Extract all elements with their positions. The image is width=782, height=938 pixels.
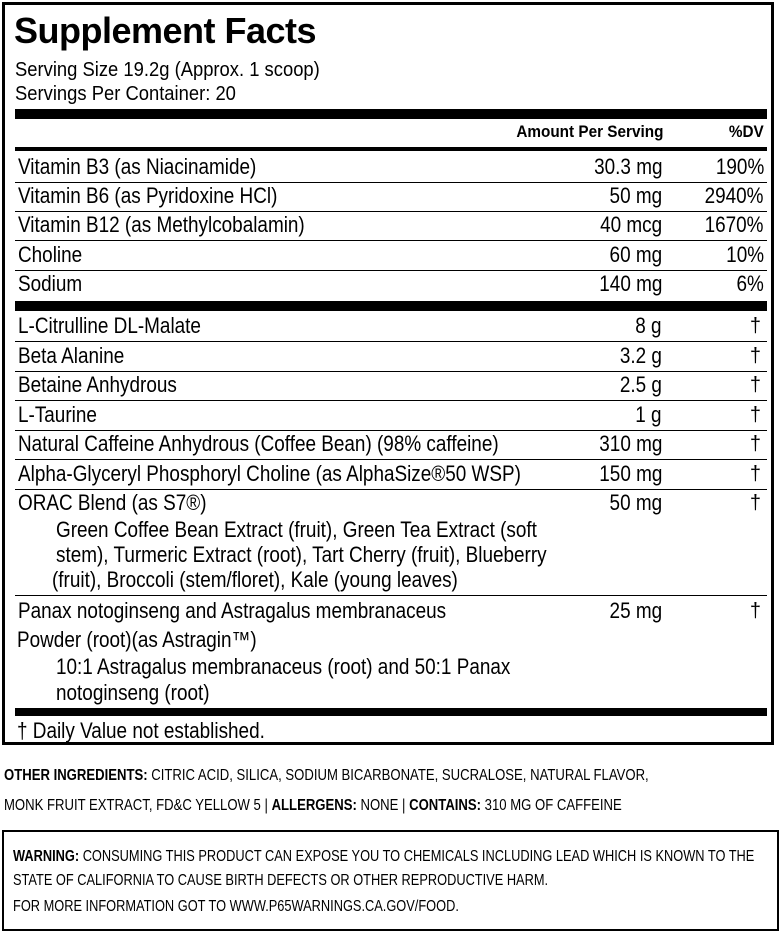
- ingredient-name: Beta Alanine: [18, 343, 125, 368]
- ingredient-amount: 25 mg: [609, 598, 662, 623]
- serving-size: Serving Size 19.2g (Approx. 1 scoop): [15, 59, 320, 81]
- servings-per-container: Servings Per Container: 20: [15, 83, 236, 105]
- blend-sub-line: notoginseng (root): [56, 680, 210, 705]
- ingredient-name-continued: Powder (root)(as Astragin™): [17, 627, 257, 652]
- nutrient-dv: 1670%: [705, 212, 764, 237]
- ingredient-amount: 2.5 g: [619, 372, 662, 397]
- warning-line3: FOR MORE INFORMATION GOT TO WWW.P65WARNINGS.CA.GOV/FOOD.: [13, 898, 459, 915]
- nutrient-name: Choline: [18, 242, 83, 267]
- blend-sub-line: 10:1 Astragalus membranaceus (root) and 50:1 Panax: [56, 654, 511, 679]
- row-divider: [15, 341, 767, 342]
- ingredient-dv: †: [749, 315, 761, 337]
- other-ingredients-text: MONK FRUIT EXTRACT, FD&C YELLOW 5: [4, 797, 261, 814]
- nutrient-amount: 50 mg: [609, 183, 662, 208]
- nutrient-amount: 40 mcg: [599, 212, 662, 237]
- thick-divider: [15, 708, 767, 716]
- ingredient-dv: †: [749, 433, 761, 455]
- nutrient-amount: 140 mg: [598, 271, 662, 296]
- ingredient-dv: †: [749, 374, 761, 396]
- other-ingredients-text: CITRIC ACID, SILICA, SODIUM BICARBONATE, SUCRALOSE, NATURAL FLAVOR,: [151, 767, 649, 784]
- nutrient-name: Vitamin B6 (as Pyridoxine HCl): [18, 183, 278, 208]
- blend-sub-line: (fruit), Broccoli (stem/floret), Kale (young leaves): [52, 567, 458, 592]
- daily-value-footnote: † Daily Value not established.: [17, 718, 265, 743]
- ingredient-amount: 310 mg: [598, 431, 662, 456]
- nutrient-amount: 30.3 mg: [593, 154, 662, 179]
- ingredient-amount: 8 g: [635, 313, 662, 338]
- contains-value: 310 MG OF CAFFEINE: [484, 797, 622, 814]
- nutrient-dv: 190%: [715, 154, 764, 179]
- other-ingredients-line1: [4, 765, 649, 787]
- ingredient-name: L-Taurine: [18, 402, 97, 427]
- row-divider: [15, 400, 767, 401]
- warning-line2: STATE OF CALIFORNIA TO CAUSE BIRTH DEFECTS OR OTHER REPRODUCTIVE HARM.: [13, 872, 549, 889]
- row-divider: [15, 595, 767, 596]
- nutrient-name: Vitamin B12 (as Methylcobalamin): [18, 212, 305, 237]
- nutrient-dv: 6%: [736, 271, 764, 296]
- thick-divider: [15, 109, 767, 119]
- ingredient-dv: †: [749, 345, 761, 367]
- ingredient-name: Alpha-Glyceryl Phosphoryl Choline (as AlphaSize®50 WSP): [18, 461, 521, 486]
- ingredient-name: Panax notoginseng and Astragalus membranaceus: [18, 598, 447, 623]
- nutrient-name: Vitamin B3 (as Niacinamide): [18, 154, 257, 179]
- row-divider: [15, 459, 767, 460]
- header-divider: [15, 147, 767, 151]
- allergens-label: ALLERGENS:: [271, 797, 357, 814]
- allergens-value: NONE: [360, 797, 399, 814]
- nutrient-dv: 2940%: [705, 183, 764, 208]
- nutrient-name: Sodium: [18, 271, 83, 296]
- warning-line1: [13, 846, 754, 868]
- blend-sub-line: stem), Turmeric Extract (root), Tart Cherry (fruit), Blueberry: [56, 542, 547, 567]
- ingredient-amount: 150 mg: [598, 461, 662, 486]
- panel-title: Supplement Facts: [14, 10, 317, 51]
- nutrient-amount: 60 mg: [609, 242, 662, 267]
- ingredient-name: Natural Caffeine Anhydrous (Coffee Bean) (98% caffeine): [18, 431, 499, 456]
- nutrient-dv: 10%: [726, 242, 764, 267]
- separator: |: [264, 797, 268, 814]
- ingredient-amount: 50 mg: [609, 490, 662, 515]
- supplement-facts-panel: [2, 2, 774, 745]
- column-header-amount: Amount Per Serving: [515, 122, 663, 141]
- other-ingredients-label: OTHER INGREDIENTS:: [4, 767, 148, 784]
- column-header-dv: %DV: [729, 122, 764, 141]
- row-divider: [15, 240, 767, 241]
- contains-label: CONTAINS:: [409, 797, 482, 814]
- ingredient-amount: 1 g: [635, 402, 662, 427]
- ingredient-dv: †: [749, 492, 761, 514]
- warning-label: WARNING:: [13, 848, 80, 865]
- ingredient-name: Betaine Anhydrous: [18, 372, 177, 397]
- thick-divider: [15, 301, 767, 311]
- other-ingredients-line2: [4, 795, 622, 817]
- ingredient-name: L-Citrulline DL-Malate: [18, 313, 201, 338]
- separator: |: [402, 797, 406, 814]
- warning-box: [2, 830, 779, 931]
- ingredient-dv: †: [749, 463, 761, 485]
- blend-sub-line: Green Coffee Bean Extract (fruit), Green Tea Extract (soft: [56, 517, 537, 542]
- warning-text: CONSUMING THIS PRODUCT CAN EXPOSE YOU TO CHEMICALS INCLUDING LEAD WHICH IS KNOWN TO THE: [82, 848, 755, 865]
- ingredient-dv: †: [749, 600, 761, 622]
- ingredient-name: ORAC Blend (as S7®): [18, 490, 207, 515]
- ingredient-amount: 3.2 g: [619, 343, 662, 368]
- ingredient-dv: †: [749, 404, 761, 426]
